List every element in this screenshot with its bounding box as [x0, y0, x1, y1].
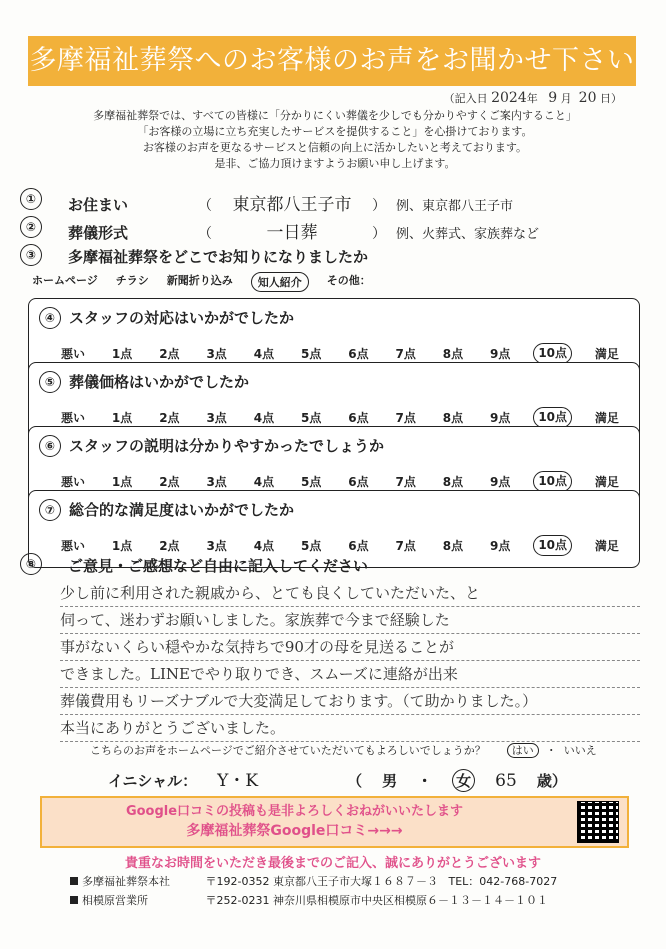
comment-line: 事がないくらい穏やかな気持ちで90才の母を見送ることが [60, 634, 640, 661]
rating-2[interactable]: 2点 [159, 347, 180, 361]
rating-1[interactable]: 1点 [111, 347, 133, 361]
rating-6[interactable]: 6点 [348, 411, 369, 425]
permission-yes[interactable]: はい [507, 743, 539, 758]
rating-scale: 悪い 1点 2点 3点 4点 5点 6点 7点 8点 9点 10点 満足 [61, 473, 619, 490]
rating-8[interactable]: 8点 [442, 539, 464, 553]
gender-female-selected[interactable]: 女 [452, 769, 475, 792]
rating-5[interactable]: 5点 [300, 475, 322, 489]
age-value[interactable]: 65 [495, 771, 517, 791]
rating-1[interactable]: 1点 [111, 411, 133, 425]
rating-7[interactable]: 7点 [395, 475, 416, 489]
rating-7[interactable]: 7点 [395, 539, 416, 553]
source-options [32, 272, 632, 292]
rating-9[interactable]: 9点 [490, 411, 511, 425]
date-entry: （記入日 2024年 9 月 20 日） [443, 90, 622, 106]
rating-8[interactable]: 8点 [442, 411, 464, 425]
rating-9[interactable]: 9点 [490, 475, 511, 489]
date-day: 20 [578, 90, 597, 106]
rating-4[interactable]: 4点 [253, 411, 275, 425]
question-funeral-type: ② 葬儀形式 （ 一日葬 ） 例、火葬式、家族葬など [68, 218, 539, 243]
source-option-flyer[interactable]: チラシ [115, 274, 149, 287]
initials-value[interactable]: Y・K [217, 771, 259, 791]
google-review-link[interactable]: 多摩福祉葬祭Google口コミ→→→ [186, 823, 403, 839]
rating-10-selected[interactable]: 10点 [533, 535, 572, 556]
rating-scale: 悪い 1点 2点 3点 4点 5点 6点 7点 8点 9点 10点 満足 [61, 409, 619, 426]
rating-4[interactable]: 4点 [253, 347, 275, 361]
rating-9[interactable]: 9点 [490, 347, 511, 361]
comment-area[interactable] [60, 580, 640, 742]
comment-line: 葬儀費用もリーズナブルで大変満足しております。（て助かりました。） [60, 688, 640, 715]
footer-office-sagamihara: 相模原営業所 〒252-0231 神奈川県相模原市中央区相模原６－１３－１４－１０１ [70, 892, 548, 908]
comment-line: 伺って、迷わずお願いしました。家族葬で今まで経験した [60, 607, 640, 634]
rating-box-overall: ⑦ 総合的な満足度はいかがでしたか 悪い 1点 2点 3点 4点 5点 6点 7点 8点 9点 10点 満足 [28, 490, 640, 568]
rating-4[interactable]: 4点 [253, 539, 275, 553]
initials-row: イニシャル： Y・K （ 男 ・ 女 65 歳） [108, 766, 567, 792]
comment-line: できました。LINEでやり取りでき、スムーズに連絡が出来 [60, 661, 640, 688]
rating-9[interactable]: 9点 [490, 539, 511, 553]
publish-permission: こちらのお声をホームページでご紹介させていただいてもよろしいでしょうか？ はい ・ いいえ [90, 744, 597, 757]
rating-8[interactable]: 8点 [442, 475, 464, 489]
rating-1[interactable]: 1点 [111, 475, 133, 489]
question-source: ③ 多摩福祉葬祭をどこでお知りになりましたか [68, 246, 368, 267]
rating-10-selected[interactable]: 10点 [533, 407, 572, 428]
rating-5[interactable]: 5点 [300, 539, 322, 553]
rating-box-staff-response: ④ スタッフの対応はいかがでしたか 悪い 1点 2点 3点 4点 5点 6点 7点 8点 9点 10点 満足 [28, 298, 640, 376]
bullet-square-icon [70, 877, 78, 885]
comment-line: 本当にありがとうございました。 [60, 715, 640, 742]
source-option-referral[interactable]: 知人紹介 [251, 272, 309, 292]
rating-2[interactable]: 2点 [159, 411, 180, 425]
intro-text: 多摩福祉葬祭では、すべての皆様に「分かりにくい葬儀を少しでも分かりやすくご案内すること」 「お客様の立場に立ち充実したサービスを提供すること」を心掛けております。 お客様のお声を更なるサービスと信頼の向上に活かしたいと考えております。 是非、ご協力頂けますようお願い申し上げます。 [93, 109, 577, 170]
question-comments: ⑧ ご意見・ご感想など自由に記入してください [68, 555, 368, 576]
source-option-homepage[interactable]: ホームページ [32, 274, 98, 287]
rating-10-selected[interactable]: 10点 [533, 343, 572, 364]
date-year: 2024 [491, 90, 527, 106]
rating-5[interactable]: 5点 [300, 411, 322, 425]
qr-code-icon[interactable] [577, 801, 619, 843]
rating-2[interactable]: 2点 [159, 475, 180, 489]
rating-7[interactable]: 7点 [395, 347, 416, 361]
rating-box-price: ⑤ 葬儀価格はいかがでしたか 悪い 1点 2点 3点 4点 5点 6点 7点 8点 9点 10点 満足 [28, 362, 640, 440]
rating-box-explanation: ⑥ スタッフの説明は分かりやすかったでしょうか 悪い 1点 2点 3点 4点 5点 6点 7点 8点 9点 10点 満足 [28, 426, 640, 504]
rating-10-selected[interactable]: 10点 [533, 471, 572, 492]
rating-3[interactable]: 3点 [206, 475, 227, 489]
gender-male[interactable]: 男 [382, 772, 398, 790]
rating-scale: 悪い 1点 2点 3点 4点 5点 6点 7点 8点 9点 10点 満足 [61, 537, 619, 554]
google-review-banner[interactable]: Google口コミの投稿も是非よろしくおねがいいたします 多摩福祉葬祭Google口コミ→→→ [40, 796, 629, 848]
rating-7[interactable]: 7点 [395, 411, 416, 425]
rating-4[interactable]: 4点 [253, 475, 275, 489]
rating-5[interactable]: 5点 [300, 347, 322, 361]
source-option-other[interactable]: その他： [326, 274, 371, 287]
footer-office-main: 多摩福祉葬祭本社 〒192-0352 東京都八王子市大塚１６８７－３ TEL：042-768-7027 [70, 873, 557, 889]
page-title: 多摩福祉葬祭へのお客様のお声をお聞かせ下さい [28, 36, 636, 86]
funeral-type-answer[interactable]: 一日葬 [266, 223, 318, 243]
residence-answer[interactable]: 東京都八王子市 [232, 195, 352, 215]
rating-2[interactable]: 2点 [159, 539, 180, 553]
permission-no[interactable]: いいえ [563, 744, 597, 757]
rating-3[interactable]: 3点 [206, 411, 227, 425]
rating-3[interactable]: 3点 [206, 539, 227, 553]
source-option-newspaper[interactable]: 新聞折り込み [166, 274, 233, 287]
rating-6[interactable]: 6点 [348, 539, 369, 553]
comment-line: 少し前に利用された親戚から、とても良くしていただいた、と [60, 580, 640, 607]
bullet-square-icon [70, 896, 78, 904]
question-residence: ① お住まい （ 東京都八王子市 ） 例、東京都八王子市 [68, 190, 513, 215]
rating-scale: 悪い 1点 2点 3点 4点 5点 6点 7点 8点 9点 10点 満足 [61, 345, 619, 362]
rating-6[interactable]: 6点 [348, 475, 369, 489]
rating-6[interactable]: 6点 [348, 347, 369, 361]
rating-1[interactable]: 1点 [111, 539, 133, 553]
thanks-message: 貴重なお時間をいただき最後までのご記入、誠にありがとうございます [124, 856, 541, 871]
rating-8[interactable]: 8点 [442, 347, 464, 361]
date-month: 9 [548, 90, 558, 106]
rating-3[interactable]: 3点 [206, 347, 227, 361]
